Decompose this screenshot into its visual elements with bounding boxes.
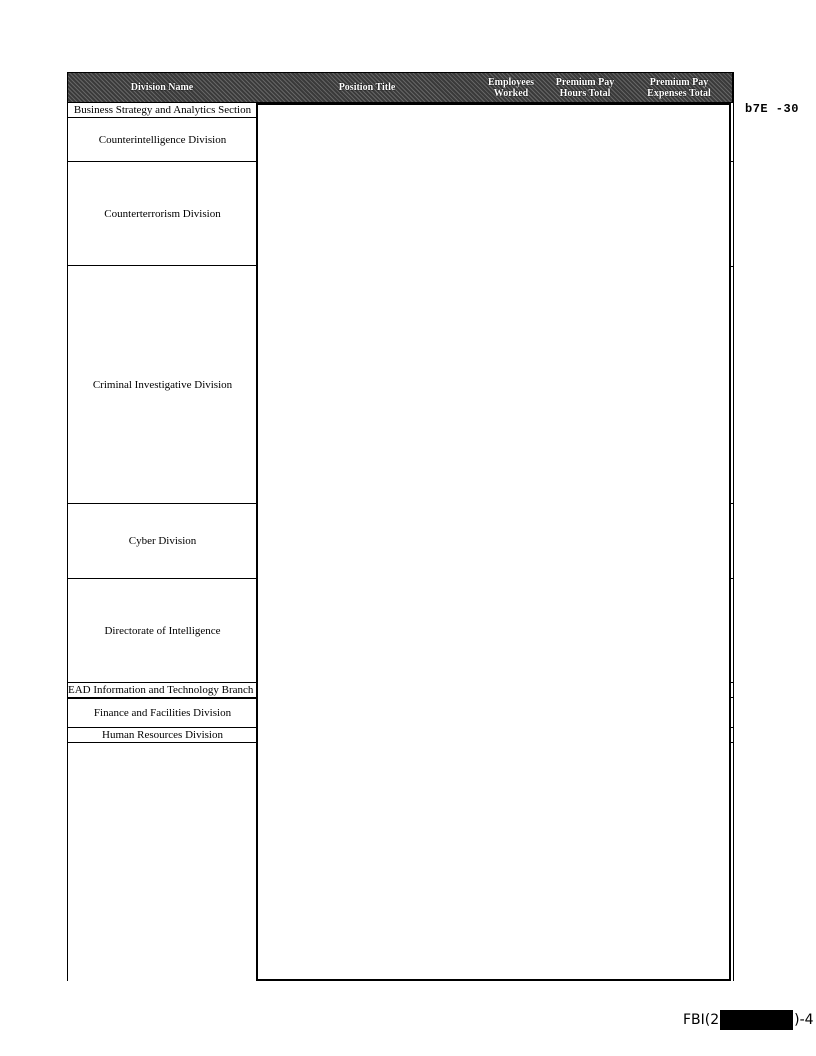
- row-divider-tick: [731, 727, 734, 728]
- row-divider-tick: [731, 697, 734, 698]
- division-cell-criminal-investigative: Criminal Investigative Division: [68, 266, 257, 504]
- column-header-position-title: Position Title: [338, 82, 396, 93]
- division-cell-ead-information-technology: EAD Information and Technology Branch: [68, 683, 257, 698]
- column-header-employees-worked: Employees Worked: [487, 76, 535, 99]
- bates-number: [683, 1009, 814, 1031]
- division-cell-cyber: Cyber Division: [68, 504, 257, 579]
- row-divider-tick: [731, 161, 734, 162]
- bates-redaction-bar: [720, 1010, 793, 1030]
- bates-prefix: FBI(2: [683, 1012, 720, 1028]
- row-divider-tick: [731, 578, 734, 579]
- division-cell-directorate-of-intelligence: Directorate of Intelligence: [68, 579, 257, 683]
- redacted-content-box: [256, 103, 731, 981]
- exemption-code-label: b7E -30: [745, 102, 799, 116]
- right-table-border: [733, 72, 734, 981]
- division-cell-business-strategy: Business Strategy and Analytics Section: [68, 103, 257, 118]
- column-header-premium-pay-hours: Premium Pay Hours Total: [555, 76, 615, 99]
- division-cell-human-resources: Human Resources Division: [68, 728, 257, 743]
- division-cell-counterterrorism: Counterterrorism Division: [68, 162, 257, 266]
- row-divider-tick: [731, 266, 734, 267]
- column-header-premium-pay-expenses: Premium Pay Expenses Total: [647, 76, 711, 99]
- bates-suffix: )-4: [794, 1012, 814, 1028]
- row-divider-tick: [731, 682, 734, 683]
- row-divider-tick: [731, 503, 734, 504]
- division-cell-counterintelligence: Counterintelligence Division: [68, 118, 257, 162]
- column-header-division-name: Division Name: [130, 82, 194, 93]
- division-name-column: [67, 103, 256, 981]
- table-header-row: [67, 72, 733, 103]
- division-cell-finance-facilities: Finance and Facilities Division: [68, 698, 257, 728]
- row-divider-tick: [731, 742, 734, 743]
